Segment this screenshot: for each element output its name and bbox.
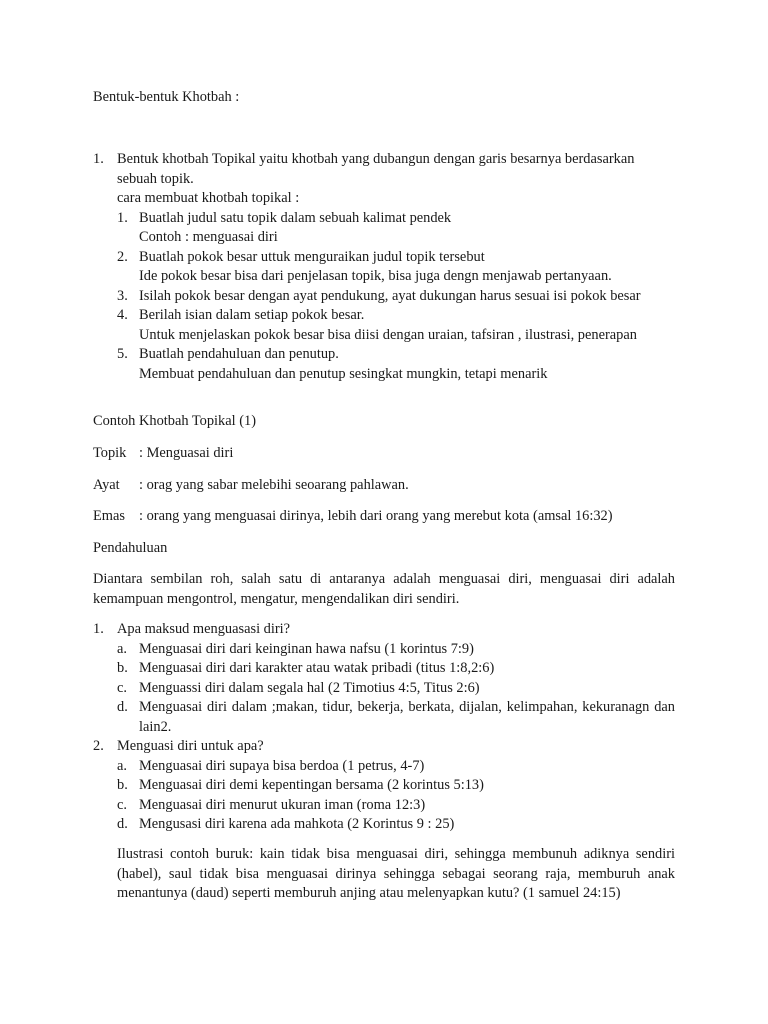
item-number: 1.: [93, 151, 104, 167]
point-title: Menguasi diri untuk apa?: [117, 738, 264, 754]
step-text: Berilah isian dalam setiap pokok besar.: [139, 307, 365, 323]
step-number: 1.: [117, 209, 128, 226]
topik-value: : Menguasai diri: [139, 445, 234, 461]
step-item: [93, 287, 675, 307]
sub-text: Menguasai diri dari karakter atau watak pribadi (titus 1:8,2:6): [139, 660, 495, 676]
sub-letter: a.: [117, 757, 127, 774]
contoh-title: Contoh Khotbah Topikal (1): [93, 413, 257, 429]
emas-label: Emas: [93, 508, 125, 524]
step-item: [93, 345, 675, 384]
sub-text: Menguasai diri dari keinginan hawa nafsu (1 korintus 7:9): [139, 640, 474, 657]
emas-value: : orang yang menguasai dirinya, lebih dari orang yang merebut kota (amsal 16:32): [139, 508, 613, 524]
sub-text: Menguasai diri menurut ukuran iman (roma 12:3): [139, 796, 426, 813]
sub-text: Mengusasi diri karena ada mahkota (2 Korintus 9 : 25): [139, 816, 455, 832]
ayat-row: [93, 476, 675, 496]
sub-letter: b.: [117, 660, 128, 676]
sub-letter: c.: [117, 796, 127, 813]
sub-item: [93, 815, 675, 835]
sub-item: [93, 698, 675, 737]
sub-item: [93, 659, 675, 679]
sub-item: [93, 640, 675, 660]
step-item: [93, 306, 675, 345]
sub-item: [93, 757, 675, 777]
point-number: 2.: [93, 738, 104, 754]
step-text: Buatlah judul satu topik dalam sebuah kalimat pendek: [139, 209, 452, 226]
step-item: [93, 248, 675, 287]
step-number: 4.: [117, 307, 128, 323]
cara-line: cara membuat khotbah topikal :: [117, 190, 300, 206]
step-note: Untuk menjelaskan pokok besar bisa diisi dengan uraian, tafsiran , ilustrasi, penerapan: [139, 326, 637, 343]
point-item: [93, 620, 675, 640]
sub-letter: d.: [117, 816, 128, 832]
emas-row: [93, 507, 675, 527]
ayat-value: : orag yang sabar melebihi seoarang pahlawan.: [139, 477, 409, 493]
ayat-label: Ayat: [93, 477, 120, 493]
topik-label: Topik: [93, 445, 127, 461]
point-item: [93, 737, 675, 757]
pendahuluan-text: Diantara sembilan roh, salah satu di antaranya adalah menguasai diri, menguasai diri adalah kemampuan mengontrol, mengatur, mengendalikan diri sendiri.: [93, 571, 675, 607]
sub-text: Menguasai diri demi kepentingan bersama (2 korintus 5:13): [139, 777, 484, 793]
step-item: [93, 209, 675, 248]
sub-text: Menguassi diri dalam segala hal (2 Timotius 4:5, Titus 2:6): [139, 679, 480, 696]
step-number: 5.: [117, 346, 128, 362]
step-note: Membuat pendahuluan dan penutup sesingkat mungkin, tetapi menarik: [139, 365, 548, 382]
sub-letter: b.: [117, 777, 128, 793]
step-text: Isilah pokok besar dengan ayat pendukung, ayat dukungan harus sesuai isi pokok besar: [139, 287, 641, 304]
item-line: sebuah topik.: [117, 170, 194, 187]
sub-text: Menguasai diri dalam ;makan, tidur, bekerja, berkata, dijalan, kelimpahan, kekuranagn dan lain2.: [139, 699, 675, 735]
sub-text: Menguasai diri supaya bisa berdoa (1 petrus, 4-7): [139, 757, 425, 774]
step-note: Ide pokok besar bisa dari penjelasan topik, bisa juga dengn menjawab pertanyaan.: [139, 268, 612, 284]
item-line: Bentuk khotbah Topikal yaitu khotbah yang dubangun dengan garis besarnya berdasarkan: [117, 151, 635, 167]
sub-letter: c.: [117, 679, 127, 696]
topikal-section: [93, 150, 675, 384]
sub-letter: d.: [117, 699, 128, 715]
step-text: Buatlah pokok besar uttuk menguraikan judul topik tersebut: [139, 248, 485, 265]
sub-item: [93, 796, 675, 816]
sub-item: [93, 776, 675, 796]
step-number: 2.: [117, 248, 128, 265]
ilustrasi-paragraph: Ilustrasi contoh buruk: kain tidak bisa menguasai diri, sehingga membunuh adiknya sendiri (habel), saul tidak bisa menguasai dirinya sehingga sebagai seorang raja, memburuh anak menantunya (daud) seperti memburuh anjing atau melenyapkan kutu? (1 samuel 24:15): [117, 846, 675, 901]
topik-row: [93, 444, 675, 464]
points-section: [93, 620, 675, 835]
pendahuluan-title: Pendahuluan: [93, 540, 168, 556]
point-number: 1.: [93, 621, 104, 637]
step-text: Buatlah pendahuluan dan penutup.: [139, 346, 339, 362]
step-note: Contoh : menguasai diri: [139, 229, 278, 245]
point-title: Apa maksud menguasasi diri?: [117, 621, 291, 637]
page-heading: Bentuk-bentuk Khotbah :: [93, 89, 240, 105]
step-number: 3.: [117, 287, 128, 304]
sub-letter: a.: [117, 640, 127, 657]
sub-item: [93, 679, 675, 699]
